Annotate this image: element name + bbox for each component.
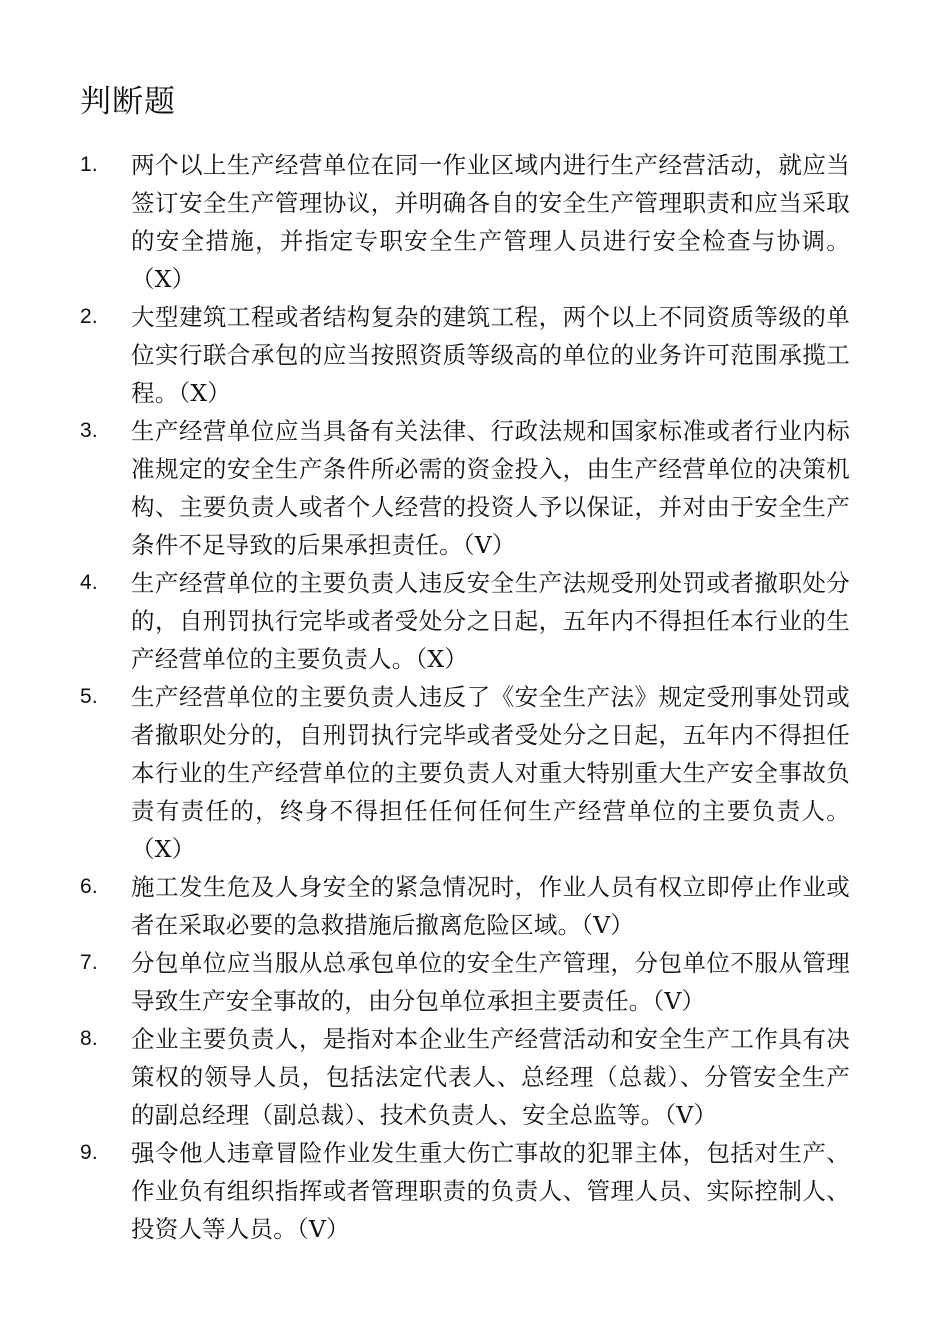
question-text: 企业主要负责人，是指对本企业生产经营活动和安全生产工作具有决策权的领导人员，包括法定代表人、总经理（总裁）、分管安全生产的副总经理（副总裁）、技术负责人、安全总监等。（V） [131,1025,850,1129]
page-title: 判断题 [80,84,176,120]
question-text: 生产经营单位的主要负责人违反了《安全生产法》规定受刑事处罚或者撤职处分的，自刑罚执行完毕或者受处分之日起，五年内不得担任本行业的生产经营单位的主要负责人对重大特别重大生产安全事故负责有责任的，终身不得担任任何任何生产经营单位的主要负责人。（X） [131,683,850,863]
question-number: 3. [80,419,98,442]
question-number: 1. [80,153,98,176]
question-item-6 [80,868,850,944]
question-text: 生产经营单位的主要负责人违反安全生产法规受刑处罚或者撤职处分的，自刑罚执行完毕或者受处分之日起，五年内不得担任本行业的生产经营单位的主要负责人。（X） [131,569,850,673]
question-item-8 [80,1020,850,1134]
question-item-1 [80,146,850,298]
question-number: 6. [80,875,98,898]
question-text: 施工发生危及人身安全的紧急情况时，作业人员有权立即停止作业或者在采取必要的急救措施后撤离危险区域。（V） [131,873,850,939]
question-item-3 [80,412,850,564]
question-item-9 [80,1134,850,1248]
question-list [80,146,850,1248]
question-item-2 [80,298,850,412]
question-text: 两个以上生产经营单位在同一作业区域内进行生产经营活动，就应当签订安全生产管理协议，并明确各自的安全生产管理职责和应当采取的安全措施，并指定专职安全生产管理人员进行安全检查与协调。（X） [131,151,850,293]
question-item-4 [80,564,850,678]
question-text: 强令他人违章冒险作业发生重大伤亡事故的犯罪主体，包括对生产、作业负有组织指挥或者管理职责的负责人、管理人员、实际控制人、投资人等人员。（V） [131,1139,850,1243]
question-text: 大型建筑工程或者结构复杂的建筑工程，两个以上不同资质等级的单位实行联合承包的应当按照资质等级高的单位的业务许可范围承揽工程。（X） [131,303,850,407]
question-text: 分包单位应当服从总承包单位的安全生产管理，分包单位不服从管理导致生产安全事故的，由分包单位承担主要责任。（V） [131,949,850,1015]
question-number: 4. [80,571,98,594]
question-item-5 [80,678,850,868]
question-item-7 [80,944,850,1020]
question-number: 7. [80,951,98,974]
question-number: 9. [80,1141,98,1164]
question-number: 8. [80,1027,98,1050]
question-number: 2. [80,305,98,328]
question-text: 生产经营单位应当具备有关法律、行政法规和国家标准或者行业内标准规定的安全生产条件所必需的资金投入，由生产经营单位的决策机构、主要负责人或者个人经营的投资人予以保证，并对由于安全生产条件不足导致的后果承担责任。（V） [131,417,850,559]
question-number: 5. [80,685,98,708]
